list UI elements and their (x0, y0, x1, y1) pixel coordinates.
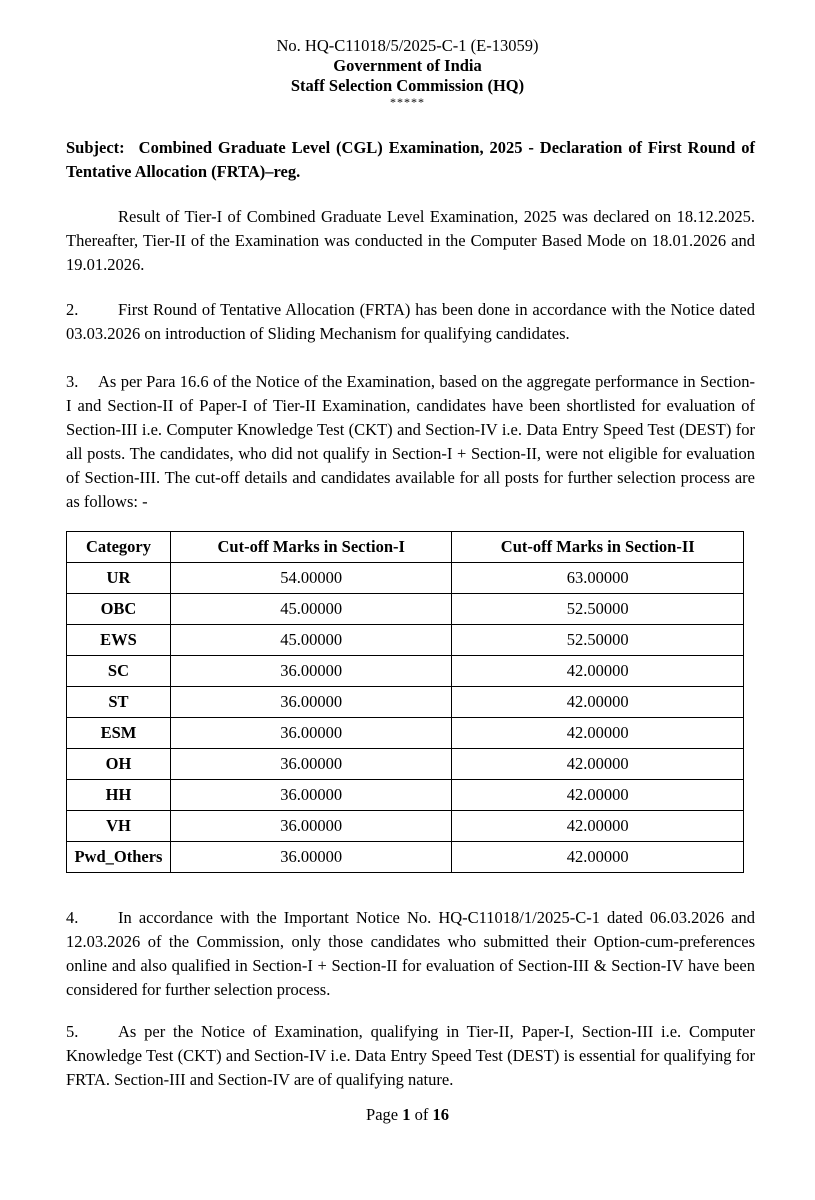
section-1-cutoff-cell: 36.00000 (170, 749, 452, 780)
table-row (67, 780, 744, 811)
section-1-cutoff-cell: 36.00000 (170, 718, 452, 749)
paragraph-2 (66, 298, 755, 346)
table-header-row (67, 532, 744, 563)
paragraph-intro (66, 205, 755, 277)
paragraph-5-number: 5. (66, 1022, 79, 1041)
paragraph-5 (66, 1020, 755, 1092)
category-cell: VH (67, 811, 171, 842)
current-page: 1 (402, 1105, 411, 1124)
section-2-cutoff-cell: 52.50000 (452, 594, 744, 625)
paragraph-4-text: In accordance with the Important Notice No. HQ-C11018/1/2025-C-1 dated 06.03.2026 and 12.03.2026 of the Commission, only those candidates who submitted their Option-cum-preferences online and also qualified in Section-I + Section-II for evaluation of Section-III & Section-IV have been considered for further selection process. (66, 908, 755, 999)
section-1-cutoff-cell: 36.00000 (170, 687, 452, 718)
subject-label: Subject: (66, 138, 125, 157)
section-2-cutoff-cell: 42.00000 (452, 656, 744, 687)
category-cell: EWS (67, 625, 171, 656)
section-1-cutoff-cell: 54.00000 (170, 563, 452, 594)
section-1-cutoff-cell: 36.00000 (170, 780, 452, 811)
section-1-cutoff-cell: 36.00000 (170, 656, 452, 687)
table-row (67, 563, 744, 594)
cutoff-table (66, 531, 744, 873)
page-word: Page (366, 1105, 399, 1124)
table-row (67, 656, 744, 687)
subject-text: Combined Graduate Level (CGL) Examination, 2025 - Declaration of First Round of Tentative Allocation (FRTA)–reg. (66, 138, 755, 181)
total-pages: 16 (432, 1105, 449, 1124)
table-row (67, 718, 744, 749)
paragraph-4 (66, 906, 755, 1002)
page-number (0, 1105, 815, 1125)
table-row (67, 811, 744, 842)
category-cell: UR (67, 563, 171, 594)
paragraph-3-text: As per Para 16.6 of the Notice of the Examination, based on the aggregate performance in Section-I and Section-II of Paper-I of Tier-II Examination, candidates have been shortlisted for evaluation of Section-III i.e. Computer Knowledge Test (CKT) and Section-IV i.e. Data Entry Speed Test (DEST) for all posts. The candidates, who did not qualify in Section-I + Section-II, were not eligible for evaluation of Section-III. The cut-off details and candidates available for all posts for further selection process are as follows: - (66, 372, 755, 511)
table-row (67, 842, 744, 873)
category-cell: OH (67, 749, 171, 780)
section-2-cutoff-cell: 42.00000 (452, 842, 744, 873)
section-2-cutoff-cell: 42.00000 (452, 749, 744, 780)
government-title: Government of India (333, 56, 482, 75)
paragraph-3 (66, 370, 755, 514)
table-row (67, 625, 744, 656)
commission-title: Staff Selection Commission (HQ) (290, 76, 525, 95)
paragraph-intro-text: Result of Tier-I of Combined Graduate Level Examination, 2025 was declared on 18.12.2025. Thereafter, Tier-II of the Examination was conducted in the Computer Based Mode on 18.01.2026 and 19.01.2026. (66, 207, 755, 274)
section-2-cutoff-cell: 42.00000 (452, 780, 744, 811)
section-2-cutoff-cell: 42.00000 (452, 718, 744, 749)
section-2-cutoff-cell: 63.00000 (452, 563, 744, 594)
paragraph-5-text: As per the Notice of Examination, qualifying in Tier-II, Paper-I, Section-III i.e. Computer Knowledge Test (CKT) and Section-IV i.e. Data Entry Speed Test (DEST) is essential for qualifying for FRTA. Section-III and Section-IV are of qualifying nature. (66, 1022, 755, 1089)
category-cell: OBC (67, 594, 171, 625)
table-row (67, 687, 744, 718)
category-cell: HH (67, 780, 171, 811)
section-1-cutoff-cell: 36.00000 (170, 811, 452, 842)
paragraph-2-text: First Round of Tentative Allocation (FRTA) has been done in accordance with the Notice dated 03.03.2026 on introduction of Sliding Mechanism for qualifying candidates. (66, 300, 755, 343)
section-2-cutoff-cell: 42.00000 (452, 811, 744, 842)
subject-line (66, 136, 755, 184)
letter-header (0, 36, 815, 108)
table-row (67, 749, 744, 780)
paragraph-3-number: 3. (66, 372, 79, 391)
section-1-cutoff-cell: 45.00000 (170, 625, 452, 656)
paragraph-4-number: 4. (66, 908, 79, 927)
category-cell: ST (67, 687, 171, 718)
column-header-section-2: Cut-off Marks in Section-II (452, 532, 744, 563)
category-cell: SC (67, 656, 171, 687)
category-cell: ESM (67, 718, 171, 749)
table-row (67, 594, 744, 625)
section-2-cutoff-cell: 52.50000 (452, 625, 744, 656)
section-1-cutoff-cell: 36.00000 (170, 842, 452, 873)
reference-number: No. HQ-C11018/5/2025-C-1 (E-13059) (276, 36, 539, 55)
column-header-category: Category (67, 532, 171, 563)
section-2-cutoff-cell: 42.00000 (452, 687, 744, 718)
section-1-cutoff-cell: 45.00000 (170, 594, 452, 625)
category-cell: Pwd_Others (67, 842, 171, 873)
header-separator: ***** (390, 95, 425, 109)
paragraph-2-number: 2. (66, 300, 79, 319)
of-word: of (414, 1105, 429, 1124)
column-header-section-1: Cut-off Marks in Section-I (170, 532, 452, 563)
